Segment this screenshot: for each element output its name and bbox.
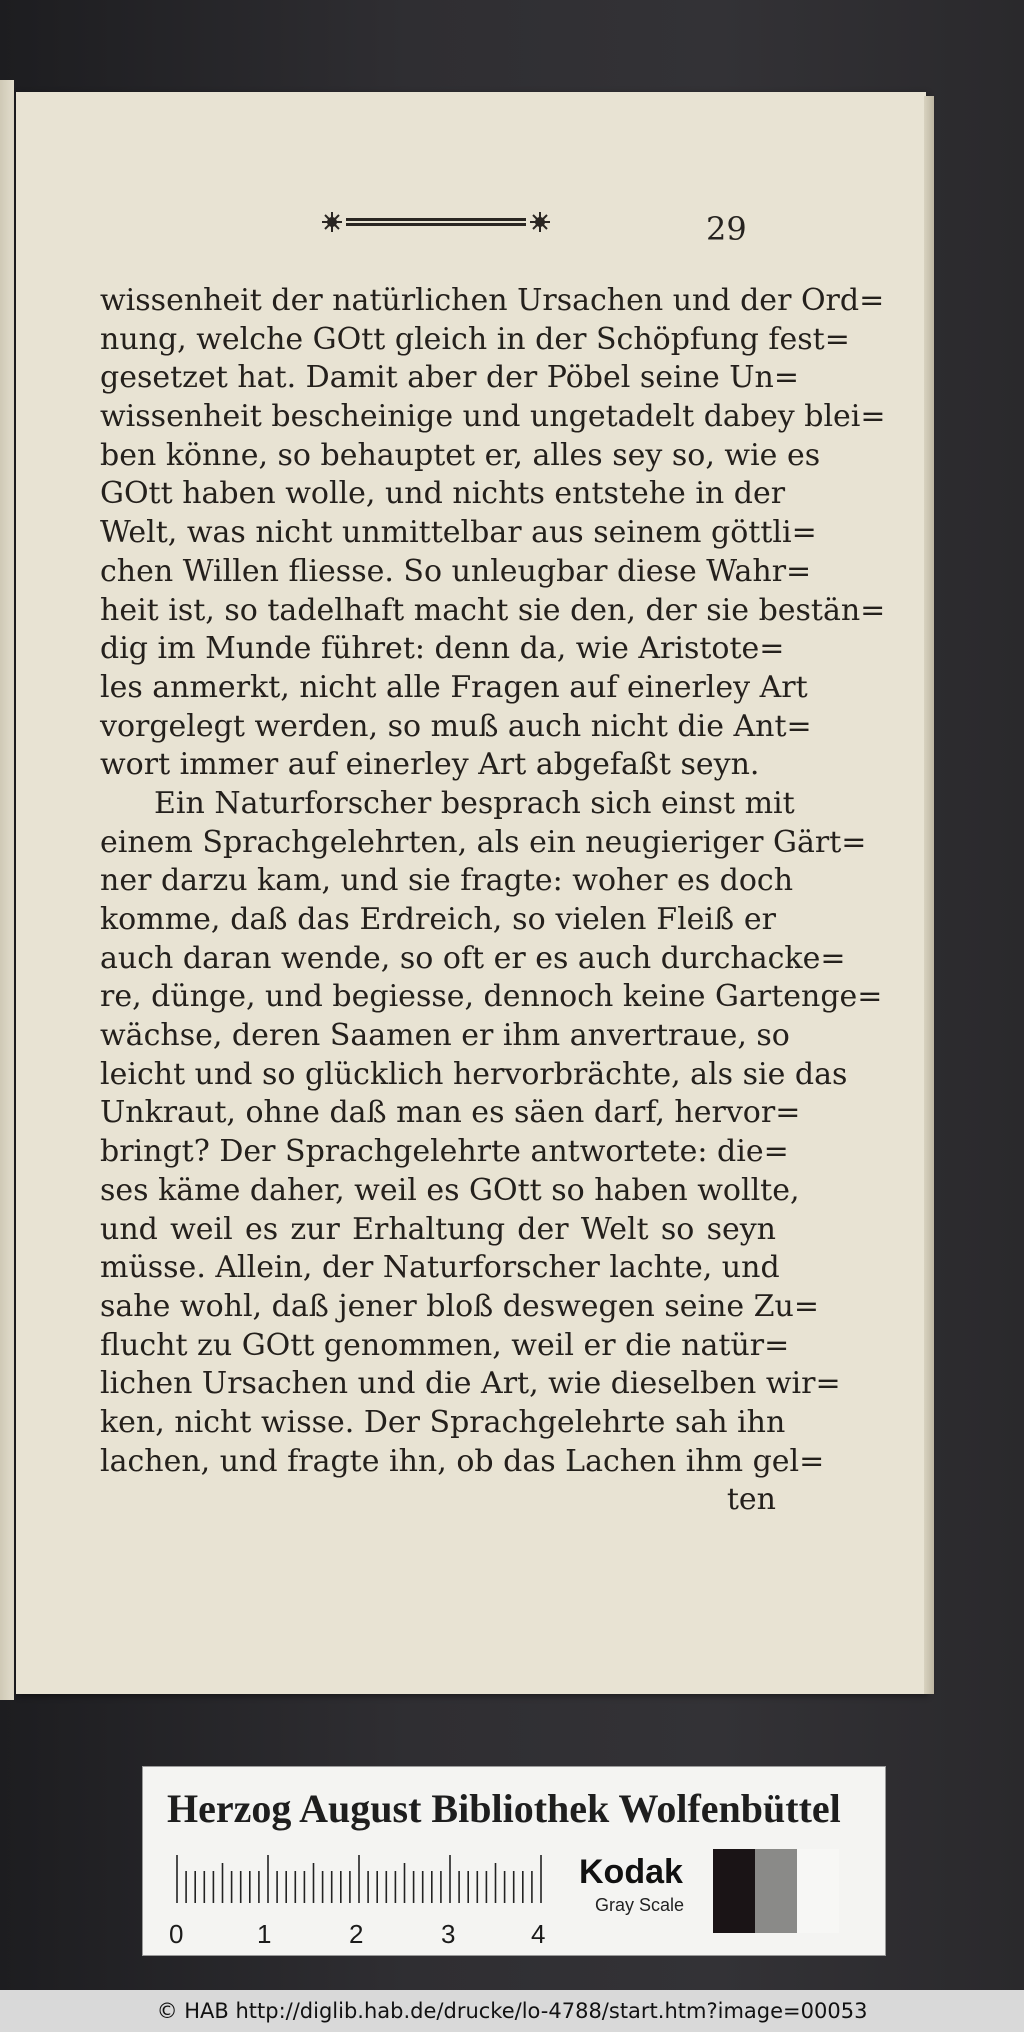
color-target-card [142, 1766, 886, 1956]
scale-label: 1 [257, 1919, 272, 1947]
text-line: wort immer auf einerley Art abgefaßt seyn. [100, 747, 760, 783]
text-line: und weil es zur Erhaltung der Welt so seyn [100, 1211, 776, 1247]
scale-label: 2 [349, 1919, 364, 1947]
text-line: gesetzet hat. Damit aber der Pöbel seine Un= [100, 360, 799, 396]
text-line: wissenheit der natürlichen Ursachen und der Ord= [100, 283, 885, 318]
text-line: chen Willen fliesse. So unleugbar diese Wahr= [100, 553, 812, 589]
previous-page-edge [0, 80, 14, 1700]
text-line: heit ist, so tadelhaft macht sie den, der sie bestän= [100, 592, 886, 628]
text-line: Ein Naturforscher besprach sich einst mit [154, 785, 795, 821]
text-line: einem Sprachgelehrten, als ein neugieriger Gärt= [100, 824, 867, 860]
page-edge-shadow [924, 96, 934, 1694]
text-line: komme, daß das Erdreich, so vielen Fleiß er [100, 902, 776, 937]
header-ornament-icon [316, 202, 556, 242]
page-header [16, 202, 926, 248]
book-page [16, 92, 926, 1694]
ruler-scale [169, 1853, 551, 1947]
text-line: ben könne, so behauptet er, alles sey so, wie es [100, 437, 821, 473]
library-name: Herzog August Bibliothek Wolfenbüttel [167, 1786, 841, 1831]
text-line: leicht und so glücklich hervorbrächte, als sie das [100, 1056, 848, 1092]
gray-swatch-light [797, 1849, 839, 1933]
text-line: Unkraut, ohne daß man es säen darf, hervor= [100, 1095, 801, 1131]
text-line: lachen, und fragte ihn, ob das Lachen ihm gel= [100, 1443, 825, 1479]
text-line: GOtt haben wolle, und nichts entstehe in der [100, 476, 786, 512]
text-line: wächse, deren Saamen er ihm anvertraue, so [100, 1018, 790, 1054]
scale-label: 0 [169, 1919, 184, 1947]
scale-label: 4 [531, 1919, 546, 1947]
text-line: bringt? Der Sprachgelehrte antwortete: die= [100, 1134, 789, 1170]
catchword: ten [726, 1482, 776, 1518]
text-line: ses käme daher, weil es GOtt so haben wollte, [100, 1172, 800, 1208]
page-number: 29 [706, 210, 747, 248]
text-line: ken, nicht wisse. Der Sprachgelehrte sah ihn [100, 1404, 786, 1440]
text-line: nung, welche GOtt gleich in der Schöpfung fest= [100, 321, 850, 357]
text-line: flucht zu GOtt genommen, weil er die natür= [100, 1327, 790, 1363]
text-line: ner darzu kam, und sie fragte: woher es doch [100, 863, 794, 899]
text-line: re, dünge, und begiesse, dennoch keine Gartenge= [100, 979, 883, 1015]
text-line: les anmerkt, nicht alle Fragen auf einerley Art [100, 669, 808, 705]
text-line: auch daran wende, so oft er es auch durchacke= [100, 940, 846, 976]
scale-label: 3 [441, 1919, 456, 1947]
gray-swatch-mid [755, 1849, 797, 1933]
text-body [100, 282, 886, 1520]
copyright-footer: © HAB http://diglib.hab.de/drucke/lo-4788/start.htm?image=00053 [0, 1990, 1024, 2032]
text-line: müsse. Allein, der Naturforscher lachte, und [100, 1250, 780, 1286]
text-line: lichen Ursachen und die Art, wie dieselben wir= [100, 1366, 841, 1402]
text-line: vorgelegt werden, so muß auch nicht die Ant= [100, 708, 812, 744]
kodak-logo: Kodak [579, 1853, 683, 1891]
gray-swatch-dark [713, 1849, 755, 1933]
text-line: sahe wohl, daß jener bloß deswegen seine Zu= [100, 1288, 819, 1324]
text-line: dig im Munde führet: denn da, wie Aristote= [100, 631, 785, 667]
text-line: Welt, was nicht unmittelbar aus seinem göttli= [100, 515, 817, 551]
kodak-subtitle: Gray Scale [595, 1895, 685, 1915]
text-line: wissenheit bescheinige und ungetadelt dabey blei= [100, 399, 886, 435]
